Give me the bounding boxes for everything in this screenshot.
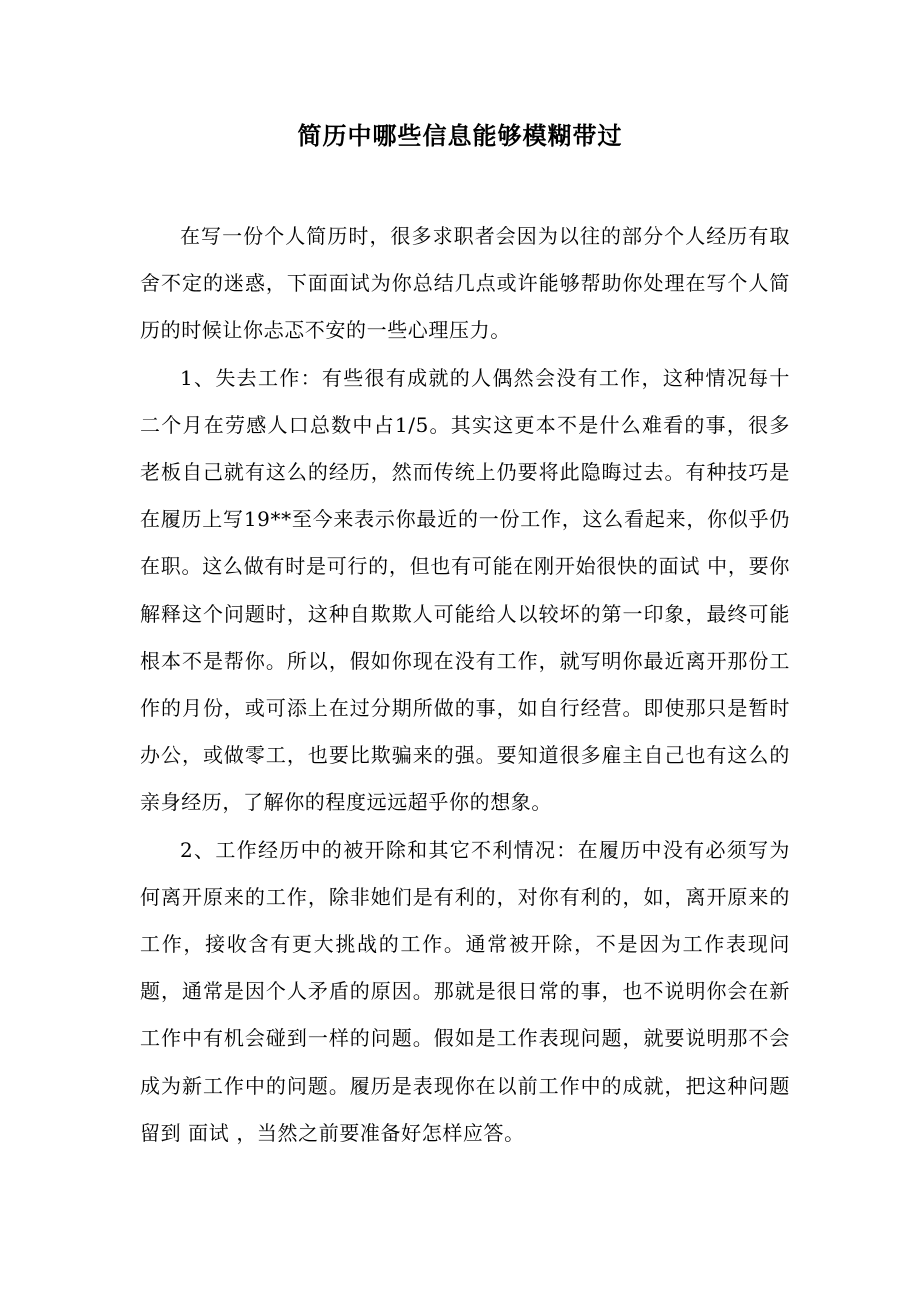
- document-body: [140, 213, 790, 1157]
- paragraph-point-2: 2、工作经历中的被开除和其它不利情况：在履历中没有必须写为何离开原来的工作，除非她们是有利的，对你有利的，如，离开原来的工作，接收含有更大挑战的工作。通常被开除，不是因为工作表现问题，通常是因个人矛盾的原因。那就是很日常的事，也不说明你会在新工作中有机会碰到一样的问题。假如是工作表现问题，就要说明那不会成为新工作中的问题。履历是表现你在以前工作中的成就，把这种问题留到 面试 ，当然之前要准备好怎样应答。: [140, 837, 790, 1145]
- document-title: 简历中哪些信息能够模糊带过: [297, 121, 623, 150]
- paragraph-intro: 在写一份个人简历时，很多求职者会因为以往的部分个人经历有取舍不定的迷惑，下面面试为你总结几点或许能够帮助你处理在写个人简历的时候让你忐忑不安的一些心理压力。: [140, 224, 790, 343]
- paragraph-point-1: 1、失去工作：有些很有成就的人偶然会没有工作，这种情况每十二个月在劳感人口总数中占1/5。其实这更本不是什么难看的事，很多老板自己就有这么的经历，然而传统上仍要将此隐晦过去。有种技巧是在履历上写19**至今来表示你最近的一份工作，这么看起来，你似乎仍在职。这么做有时是可行的，但也有可能在刚开始很快的面试 中，要你解释这个问题时，这种自欺欺人可能给人以较坏的第一印象，最终可能根本不是帮你。所以，假如你现在没有工作，就写明你最近离开那份工作的月份，或可添上在过分期所做的事，如自行经营。即使那只是暂时办公，或做零工，也要比欺骗来的强。要知道很多雇主自己也有这么的亲身经历，了解你的程度远远超乎你的想象。: [140, 365, 790, 815]
